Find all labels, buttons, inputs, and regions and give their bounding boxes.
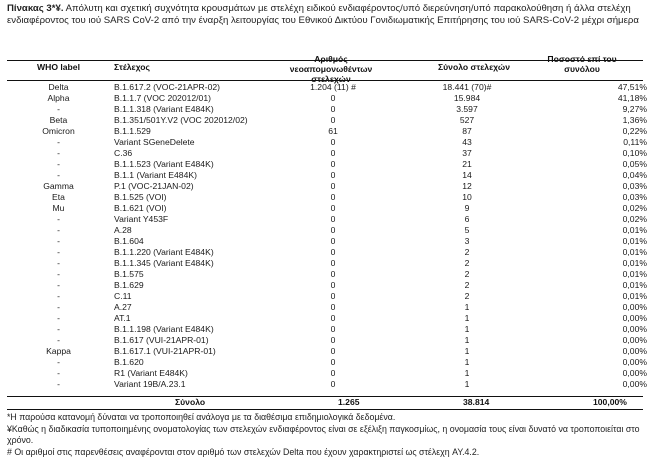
table-row: [7, 357, 650, 368]
cell-total: 37: [462, 148, 472, 158]
cell-lineage: B.1.351/501Y.V2 (VOC 202012/02): [114, 115, 248, 125]
cell-who-label: Beta: [49, 115, 68, 125]
cell-percent: 0,01%: [622, 225, 647, 235]
table-row: [7, 225, 650, 236]
cell-total: 2: [464, 291, 470, 301]
cell-total: 3.597: [456, 104, 478, 114]
caption-text: Απόλυτη και σχετική συχνότητα κρουσμάτων με στελέχη ειδικού ενδιαφέροντος/υπό διερεύνηση/υπό παρακολούθηση ή άλλα στελέχη ενδιαφέροντος του ιού SARS CoV-2 από την έναρξη λειτουργίας του Εθνικού Δικτύου Γονιδιωματικής Επιτήρησης του ιού SARS-CoV-2 μέχρι σήμερα: [7, 3, 639, 27]
cell-lineage: B.1.629: [114, 280, 144, 290]
cell-total: 14: [462, 170, 472, 180]
cell-new-isolates: 0: [330, 280, 336, 290]
cell-who-label: -: [57, 302, 60, 312]
cell-new-isolates: 0: [330, 357, 336, 367]
table-row: [7, 104, 650, 115]
cell-who-label: -: [57, 214, 60, 224]
cell-who-label: -: [57, 335, 60, 345]
cell-who-label: -: [57, 291, 60, 301]
cell-lineage: A.27: [114, 302, 132, 312]
cell-new-isolates: 0: [330, 159, 336, 169]
cell-percent: 1,36%: [622, 115, 647, 125]
cell-who-label: -: [57, 280, 60, 290]
cell-percent: 47,51%: [617, 82, 647, 92]
cell-percent: 41,18%: [617, 93, 647, 103]
cell-percent: 0,00%: [622, 302, 647, 312]
cell-who-label: Gamma: [43, 181, 74, 191]
cell-new-isolates: 0: [330, 324, 336, 334]
cell-who-label: -: [57, 104, 60, 114]
cell-total: 6: [464, 214, 470, 224]
cell-who-label: -: [57, 225, 60, 235]
totals-new: 1.265: [338, 397, 360, 407]
cell-total: 2: [464, 280, 470, 290]
cell-percent: 0,03%: [622, 181, 647, 191]
cell-percent: 0,00%: [622, 335, 647, 345]
cell-lineage: B.1.1.198 (Variant E484K): [114, 324, 214, 334]
cell-percent: 0,01%: [622, 236, 647, 246]
cell-percent: 0,01%: [622, 269, 647, 279]
cell-lineage: B.1.1.529: [114, 126, 151, 136]
cell-percent: 0,01%: [622, 247, 647, 257]
cell-who-label: -: [57, 159, 60, 169]
cell-new-isolates: 0: [330, 335, 336, 345]
footnotes: [7, 412, 643, 458]
cell-new-isolates: 0: [330, 137, 336, 147]
cell-percent: 0,04%: [622, 170, 647, 180]
cell-total: 3: [464, 236, 470, 246]
cell-lineage: B.1.1 (Variant E484K): [114, 170, 197, 180]
cell-lineage: C.36: [114, 148, 133, 158]
table-row: [7, 280, 650, 291]
table-row: [7, 214, 650, 225]
header-bottom-rule: [7, 80, 643, 81]
cell-who-label: -: [57, 368, 60, 378]
cell-total: 1: [464, 357, 470, 367]
cell-total: 5: [464, 225, 470, 235]
cell-new-isolates: 0: [330, 346, 336, 356]
cell-new-isolates: 0: [330, 148, 336, 158]
variants-table-body: [7, 82, 650, 390]
table-row: [7, 379, 650, 390]
cell-who-label: Omicron: [42, 126, 75, 136]
cell-who-label: -: [57, 236, 60, 246]
cell-percent: 0,00%: [622, 313, 647, 323]
cell-lineage: B.1.1.523 (Variant E484K): [114, 159, 214, 169]
totals-total: 38.814: [463, 397, 490, 407]
cell-who-label: -: [57, 258, 60, 268]
cell-lineage: A.28: [114, 225, 132, 235]
cell-lineage: AT.1: [114, 313, 131, 323]
cell-total: 87: [462, 126, 472, 136]
cell-lineage: B.1.617 (VUI-21APR-01): [114, 335, 209, 345]
cell-total: 527: [459, 115, 475, 125]
cell-lineage: B.1.575: [114, 269, 144, 279]
cell-total: 1: [464, 335, 470, 345]
cell-percent: 0,00%: [622, 368, 647, 378]
header-total: Σύνολο στελεχών: [438, 62, 510, 72]
cell-total: 1: [464, 346, 470, 356]
cell-total: 2: [464, 269, 470, 279]
cell-lineage: B.1.604: [114, 236, 144, 246]
cell-percent: 0,22%: [622, 126, 647, 136]
variants-table: [7, 82, 650, 390]
cell-new-isolates: 61: [328, 126, 338, 136]
cell-total: 12: [462, 181, 472, 191]
cell-lineage: Variant SGeneDelete: [114, 137, 195, 147]
cell-percent: 0,05%: [622, 159, 647, 169]
cell-who-label: -: [57, 137, 60, 147]
cell-lineage: B.1.617.1 (VUI-21APR-01): [114, 346, 216, 356]
cell-total: 1: [464, 368, 470, 378]
cell-new-isolates: 0: [330, 170, 336, 180]
table-bottom-rule: [7, 409, 643, 410]
caption-prefix: Πίνακας 3*¥.: [7, 3, 64, 14]
cell-percent: 0,02%: [622, 203, 647, 213]
table-row: [7, 302, 650, 313]
cell-percent: 0,10%: [622, 148, 647, 158]
table-row: [7, 203, 650, 214]
cell-total: 1: [464, 324, 470, 334]
cell-who-label: -: [57, 170, 60, 180]
cell-who-label: Mu: [52, 203, 65, 213]
cell-total: 9: [464, 203, 470, 213]
cell-new-isolates: 0: [330, 115, 336, 125]
totals-row: [7, 396, 643, 408]
cell-lineage: B.1.1.345 (Variant E484K): [114, 258, 214, 268]
header-percent: Ποσοστό επί του συνόλου: [547, 54, 617, 74]
cell-percent: 0,01%: [622, 291, 647, 301]
totals-label: Σύνολο: [175, 397, 206, 407]
totals-percent: 100,00%: [593, 397, 627, 407]
table-caption: [7, 3, 643, 28]
table-row: [7, 313, 650, 324]
cell-lineage: R1 (Variant E484K): [114, 368, 188, 378]
cell-new-isolates: 0: [330, 203, 336, 213]
cell-new-isolates: 0: [330, 269, 336, 279]
header-lineage: Στέλεχος: [114, 62, 150, 72]
cell-lineage: P.1 (VOC-21JAN-02): [114, 181, 194, 191]
table-row: [7, 126, 650, 137]
cell-lineage: B.1.620: [114, 357, 144, 367]
cell-percent: 0,01%: [622, 258, 647, 268]
cell-total: 1: [464, 302, 470, 312]
cell-new-isolates: 0: [330, 225, 336, 235]
table-row: [7, 93, 650, 104]
cell-new-isolates: 0: [330, 313, 336, 323]
cell-total: 2: [464, 258, 470, 268]
cell-percent: 0,00%: [622, 346, 647, 356]
table-row: [7, 236, 650, 247]
cell-new-isolates: 0: [330, 247, 336, 257]
cell-lineage: Variant 19B/A.23.1: [114, 379, 186, 389]
cell-total: 21: [462, 159, 472, 169]
cell-who-label: Eta: [52, 192, 65, 202]
footnote: *Η παρούσα κατανομή δύναται να τροποποιηθεί ανάλογα με τα διαθέσιμα επιδημιολογικά δεδομένα.: [7, 412, 396, 422]
table-row: [7, 269, 650, 280]
cell-percent: 0,02%: [622, 214, 647, 224]
cell-total: 43: [462, 137, 472, 147]
cell-who-label: Alpha: [47, 93, 70, 103]
cell-total: 2: [464, 247, 470, 257]
cell-lineage: B.1.1.318 (Variant E484K): [114, 104, 214, 114]
cell-new-isolates: 0: [330, 93, 336, 103]
cell-new-isolates: 0: [330, 214, 336, 224]
table-row: [7, 335, 650, 346]
table-row: [7, 324, 650, 335]
cell-lineage: B.1.1.220 (Variant E484K): [114, 247, 214, 257]
table-row: [7, 137, 650, 148]
cell-lineage: B.1.1.7 (VOC 202012/01): [114, 93, 211, 103]
table-row: [7, 346, 650, 357]
cell-total: 1: [464, 313, 470, 323]
cell-lineage: Variant Y453F: [114, 214, 169, 224]
cell-new-isolates: 0: [330, 258, 336, 268]
cell-percent: 9,27%: [622, 104, 647, 114]
cell-who-label: -: [57, 148, 60, 158]
cell-percent: 0,00%: [622, 379, 647, 389]
cell-lineage: C.11: [114, 291, 132, 301]
cell-new-isolates: 0: [330, 104, 336, 114]
cell-percent: 0,00%: [622, 357, 647, 367]
table-row: [7, 115, 650, 126]
cell-new-isolates: 0: [330, 302, 336, 312]
cell-percent: 0,00%: [622, 324, 647, 334]
table-row: [7, 258, 650, 269]
header-new-isolates: Αριθμός νεοαπομονωθέντων στελεχών: [289, 54, 373, 84]
table-row: [7, 192, 650, 203]
cell-new-isolates: 0: [330, 181, 336, 191]
cell-new-isolates: 1.204 (11) #: [310, 82, 356, 92]
cell-lineage: B.1.525 (VOI): [114, 192, 167, 202]
cell-percent: 0,03%: [622, 192, 647, 202]
footnote: ¥Καθώς η διαδικασία τυποποιημένης ονοματολογίας των στελεχών ενδιαφέροντος είναι σε εξέλιξη παγκοσμίως, η ονομασία τους είναι δυνατό να τροποποιείται στο χρόνο.: [7, 423, 640, 446]
cell-total: 18.441 (70)#: [442, 82, 492, 92]
cell-percent: 0,01%: [622, 280, 647, 290]
cell-who-label: -: [57, 313, 60, 323]
table-row: [7, 159, 650, 170]
table-row: [7, 247, 650, 258]
cell-total: 15.984: [453, 93, 481, 103]
cell-who-label: -: [57, 379, 60, 389]
cell-new-isolates: 0: [330, 379, 336, 389]
cell-total: 1: [464, 379, 470, 389]
cell-new-isolates: 0: [330, 368, 336, 378]
cell-who-label: -: [57, 247, 60, 257]
table-row: [7, 368, 650, 379]
table-row: [7, 82, 650, 93]
table-row: [7, 181, 650, 192]
cell-who-label: Kappa: [46, 346, 71, 356]
cell-new-isolates: 0: [330, 291, 336, 301]
cell-new-isolates: 0: [330, 236, 336, 246]
table-row: [7, 291, 650, 302]
footnote: # Οι αριθμοί στις παρενθέσεις αναφέρονται στον αριθμό των στελεχών Delta που έχουν χαρακτηριστεί ως στέλεχη AY.4.2.: [7, 446, 480, 457]
cell-new-isolates: 0: [330, 192, 336, 202]
table-row: [7, 148, 650, 159]
cell-who-label: -: [57, 324, 60, 334]
cell-lineage: B.1.617.2 (VOC-21APR-02): [114, 82, 221, 92]
cell-who-label: -: [57, 357, 60, 367]
header-who-label: WHO label: [37, 62, 80, 72]
cell-total: 10: [462, 192, 472, 202]
cell-who-label: -: [57, 269, 60, 279]
cell-percent: 0,11%: [623, 137, 647, 147]
cell-lineage: B.1.621 (VOI): [114, 203, 167, 213]
table-row: [7, 170, 650, 181]
cell-who-label: Delta: [48, 82, 69, 92]
